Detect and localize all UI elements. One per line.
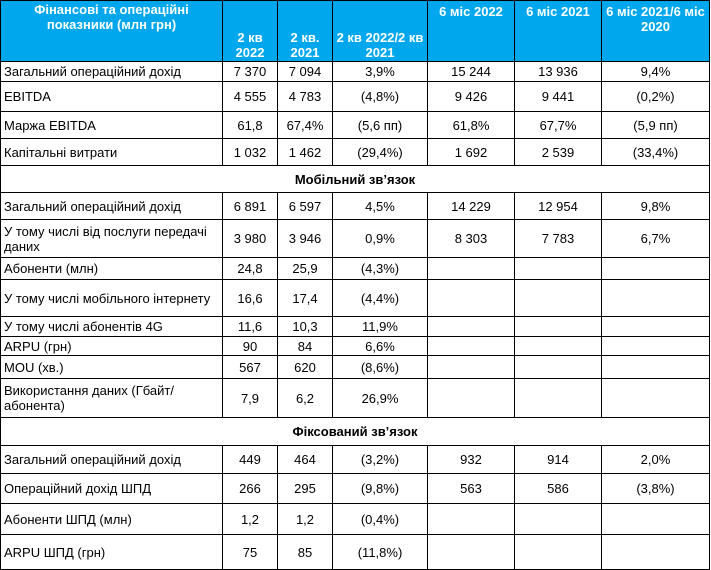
cell-h1-2021: 2 539 (515, 139, 602, 166)
table-row (1, 474, 710, 504)
cell-q2-2021: 1,2 (278, 504, 333, 535)
table-row (1, 112, 710, 139)
cell-q-change: 0,9% (333, 220, 428, 258)
table-header-row (1, 1, 710, 62)
cell-h1-2021: 7 783 (515, 220, 602, 258)
cell-h-change: 2,0% (602, 446, 710, 474)
cell-q2-2022: 6 891 (223, 193, 278, 220)
cell-q2-2022: 567 (223, 356, 278, 379)
cell-h1-2022 (428, 379, 515, 418)
cell-q2-2021: 10,3 (278, 317, 333, 337)
row-label: Абоненти (млн) (1, 258, 223, 280)
table-row (1, 220, 710, 258)
cell-q2-2021: 67,4% (278, 112, 333, 139)
cell-h1-2021 (515, 535, 602, 570)
cell-q-change: (4,8%) (333, 82, 428, 112)
cell-h-change: (5,9 пп) (602, 112, 710, 139)
cell-q2-2021: 464 (278, 446, 333, 474)
cell-q2-2021: 6 597 (278, 193, 333, 220)
cell-h-change: 9,8% (602, 193, 710, 220)
cell-h1-2022 (428, 337, 515, 356)
table-row (1, 504, 710, 535)
section-header-row (1, 418, 710, 446)
cell-q2-2021: 25,9 (278, 258, 333, 280)
cell-q2-2022: 11,6 (223, 317, 278, 337)
cell-h1-2022: 563 (428, 474, 515, 504)
cell-q2-2021: 3 946 (278, 220, 333, 258)
cell-h1-2022: 61,8% (428, 112, 515, 139)
header-indicators: Фінансові та операційні показники (млн грн) (1, 1, 223, 62)
cell-h1-2022 (428, 280, 515, 317)
cell-q2-2021: 84 (278, 337, 333, 356)
cell-q-change: (29,4%) (333, 139, 428, 166)
cell-h1-2022 (428, 504, 515, 535)
cell-h-change: 9,4% (602, 62, 710, 82)
cell-q2-2021: 620 (278, 356, 333, 379)
cell-q-change: (11,8%) (333, 535, 428, 570)
section-title-mobile: Мобільний зв’язок (1, 166, 710, 193)
cell-q2-2021: 85 (278, 535, 333, 570)
cell-h-change: (3,8%) (602, 474, 710, 504)
row-label: ARPU ШПД (грн) (1, 535, 223, 570)
row-label: Загальний операційний дохід (1, 446, 223, 474)
cell-q-change: (4,4%) (333, 280, 428, 317)
table-row (1, 82, 710, 112)
cell-q2-2022: 24,8 (223, 258, 278, 280)
cell-h-change (602, 337, 710, 356)
cell-q2-2022: 1,2 (223, 504, 278, 535)
cell-q2-2022: 4 555 (223, 82, 278, 112)
table-row (1, 62, 710, 82)
cell-q-change: (9,8%) (333, 474, 428, 504)
cell-h1-2021 (515, 379, 602, 418)
table-row (1, 193, 710, 220)
table-row (1, 446, 710, 474)
cell-h1-2021 (515, 280, 602, 317)
row-label: Використання даних (Гбайт/абонента) (1, 379, 223, 418)
cell-q2-2021: 7 094 (278, 62, 333, 82)
cell-h1-2021 (515, 317, 602, 337)
cell-h1-2021 (515, 337, 602, 356)
row-label: EBITDA (1, 82, 223, 112)
row-label: Маржа EBITDA (1, 112, 223, 139)
row-label: У тому числі мобільного інтернету (1, 280, 223, 317)
cell-h1-2022: 9 426 (428, 82, 515, 112)
cell-q2-2021: 6,2 (278, 379, 333, 418)
cell-q-change: (8,6%) (333, 356, 428, 379)
header-h1-2022: 6 міс 2022 (428, 1, 515, 62)
cell-q2-2022: 7,9 (223, 379, 278, 418)
cell-h-change: 6,7% (602, 220, 710, 258)
header-q2-2022: 2 кв 2022 (223, 1, 278, 62)
cell-h1-2021: 12 954 (515, 193, 602, 220)
cell-h1-2021 (515, 258, 602, 280)
section-title-fixed: Фіксований зв’язок (1, 418, 710, 446)
cell-h1-2022 (428, 258, 515, 280)
cell-h-change (602, 535, 710, 570)
row-label: Операційний дохід ШПД (1, 474, 223, 504)
table-row (1, 139, 710, 166)
cell-h1-2022: 14 229 (428, 193, 515, 220)
cell-h-change (602, 379, 710, 418)
cell-h-change: (33,4%) (602, 139, 710, 166)
table-row (1, 317, 710, 337)
table-row (1, 356, 710, 379)
cell-q2-2022: 90 (223, 337, 278, 356)
cell-h1-2021: 914 (515, 446, 602, 474)
cell-q-change: 6,6% (333, 337, 428, 356)
cell-h-change: (0,2%) (602, 82, 710, 112)
cell-q-change: 11,9% (333, 317, 428, 337)
row-label: У тому числі абонентів 4G (1, 317, 223, 337)
cell-h1-2021 (515, 504, 602, 535)
table-row (1, 535, 710, 570)
row-label: У тому числі від послуги передачі даних (1, 220, 223, 258)
row-label: Капітальні витрати (1, 139, 223, 166)
cell-q2-2022: 7 370 (223, 62, 278, 82)
cell-q-change: 26,9% (333, 379, 428, 418)
cell-q2-2022: 449 (223, 446, 278, 474)
cell-q2-2021: 1 462 (278, 139, 333, 166)
cell-q2-2022: 16,6 (223, 280, 278, 317)
cell-h-change (602, 280, 710, 317)
header-q2-2021: 2 кв. 2021 (278, 1, 333, 62)
cell-h1-2021: 13 936 (515, 62, 602, 82)
cell-h1-2022: 1 692 (428, 139, 515, 166)
cell-h1-2021: 586 (515, 474, 602, 504)
cell-h1-2021 (515, 356, 602, 379)
row-label: ARPU (грн) (1, 337, 223, 356)
cell-q2-2021: 17,4 (278, 280, 333, 317)
cell-h1-2022: 932 (428, 446, 515, 474)
cell-q-change: 3,9% (333, 62, 428, 82)
cell-q2-2022: 61,8 (223, 112, 278, 139)
row-label: Загальний операційний дохід (1, 62, 223, 82)
cell-q2-2021: 295 (278, 474, 333, 504)
cell-h-change (602, 504, 710, 535)
cell-q-change: (4,3%) (333, 258, 428, 280)
cell-q2-2021: 4 783 (278, 82, 333, 112)
cell-q2-2022: 1 032 (223, 139, 278, 166)
section-header-row (1, 166, 710, 193)
row-label: MOU (хв.) (1, 356, 223, 379)
cell-q-change: 4,5% (333, 193, 428, 220)
table-row (1, 337, 710, 356)
cell-q-change: (5,6 пп) (333, 112, 428, 139)
cell-h1-2021: 67,7% (515, 112, 602, 139)
cell-h-change (602, 317, 710, 337)
table-row (1, 258, 710, 280)
cell-h1-2022 (428, 535, 515, 570)
cell-q-change: (0,4%) (333, 504, 428, 535)
cell-h1-2022: 15 244 (428, 62, 515, 82)
table-row (1, 280, 710, 317)
cell-h1-2022 (428, 356, 515, 379)
header-h-change: 6 міс 2021/6 міс 2020 (602, 1, 710, 62)
cell-q2-2022: 75 (223, 535, 278, 570)
cell-h-change (602, 356, 710, 379)
cell-h1-2021: 9 441 (515, 82, 602, 112)
cell-q2-2022: 3 980 (223, 220, 278, 258)
row-label: Загальний операційний дохід (1, 193, 223, 220)
cell-h-change (602, 258, 710, 280)
cell-q2-2022: 266 (223, 474, 278, 504)
cell-q-change: (3,2%) (333, 446, 428, 474)
cell-h1-2022 (428, 317, 515, 337)
table-row (1, 379, 710, 418)
header-h1-2021: 6 міс 2021 (515, 1, 602, 62)
row-label: Абоненти ШПД (млн) (1, 504, 223, 535)
cell-h1-2022: 8 303 (428, 220, 515, 258)
header-q-change: 2 кв 2022/2 кв 2021 (333, 1, 428, 62)
